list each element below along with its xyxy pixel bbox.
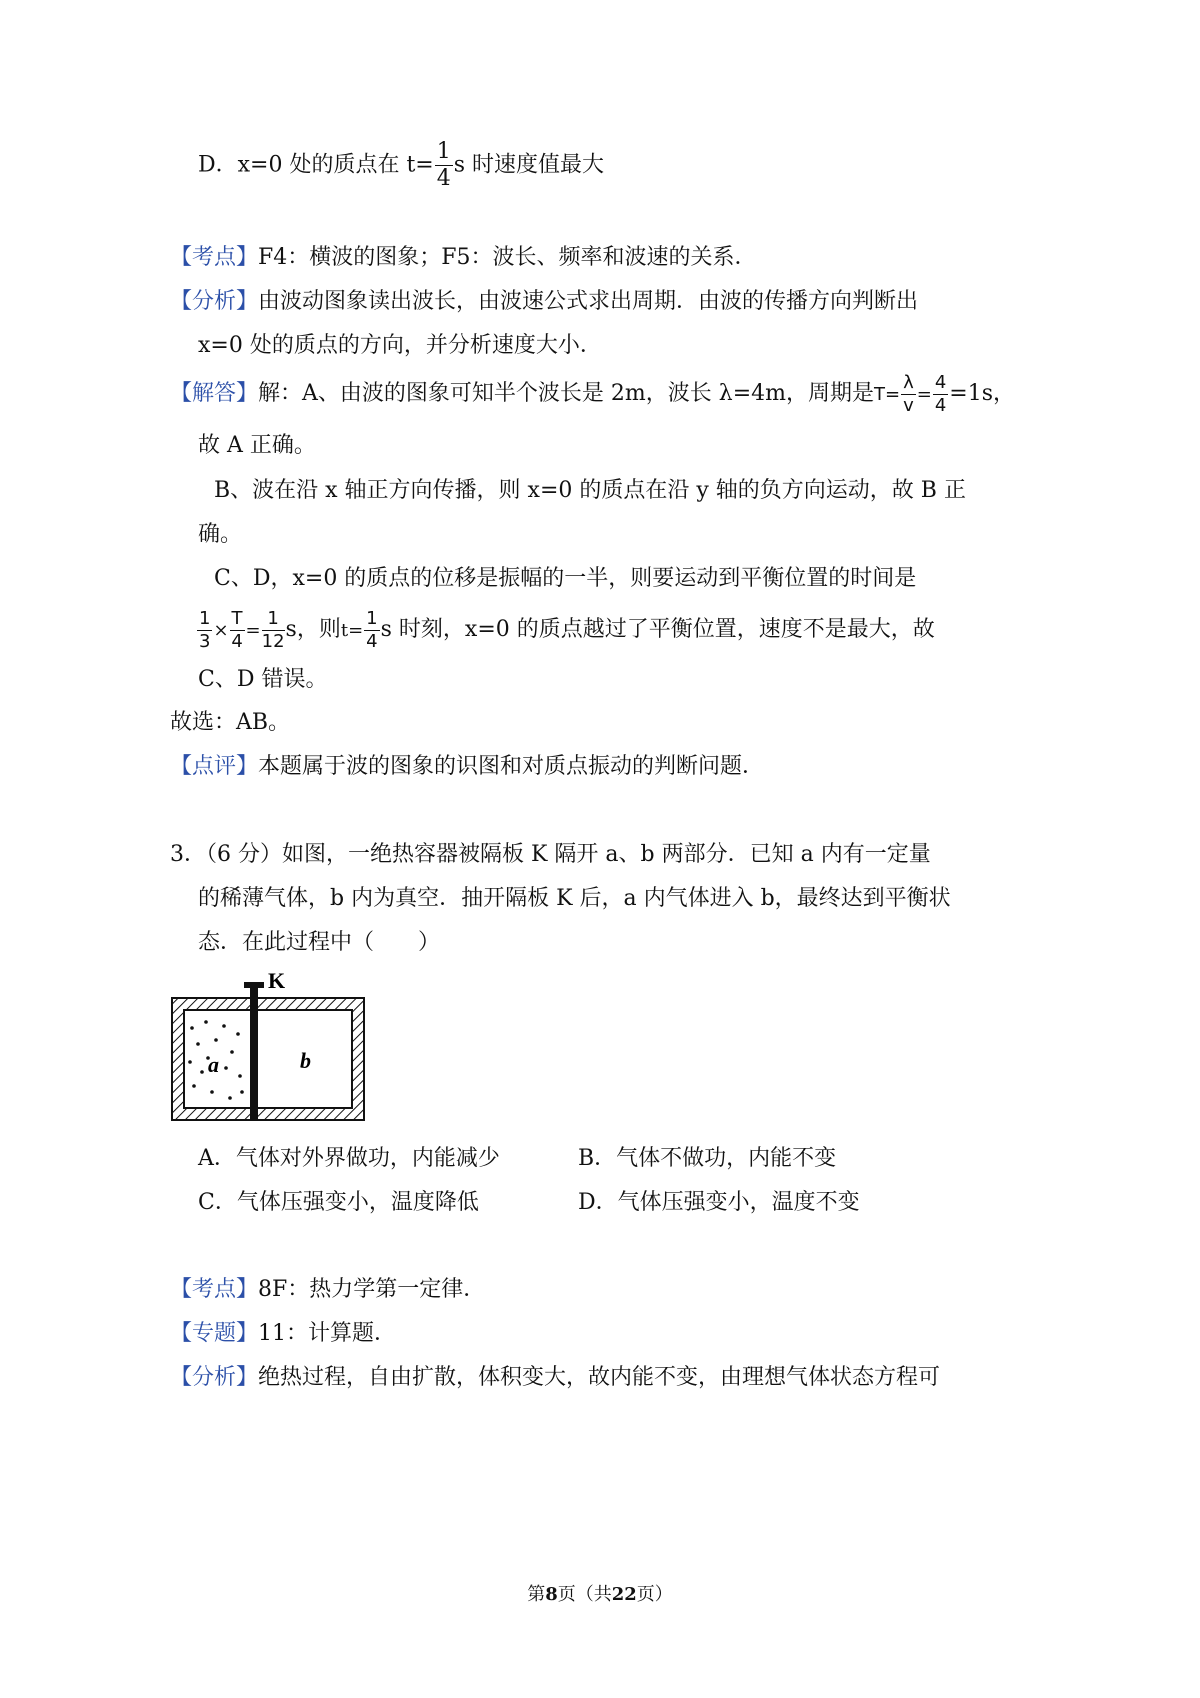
q3-option-d: D．气体压强变小，温度不变 (578, 1190, 860, 1215)
q2-jieda-line3: B、波在沿 x 轴正方向传播，则 x=0 的质点在沿 y 轴的负方向运动，故 B 正 (214, 478, 966, 503)
page-footer: 第8页（共22页） (527, 1584, 673, 1605)
jieda-text-1: 解：A、由波的图象可知半个波长是 2m，波长 λ=4m，周期是 (258, 381, 874, 406)
q3-option-b: B．气体不做功，内能不变 (578, 1146, 837, 1171)
dianping-tag: 【点评】 (170, 754, 259, 779)
fenxi-tag: 【分析】 (170, 289, 259, 314)
dianping-text: 本题属于波的图象的识图和对质点振动的判断问题． (258, 754, 765, 779)
period-T-eq: T= (874, 384, 901, 405)
label-b: b (300, 1048, 311, 1073)
q2-option-d (198, 141, 604, 190)
q3-stem-line3: 态．在此过程中（ ） (198, 930, 441, 955)
q2-option-d-suffix: s 时速度值最大 (453, 152, 605, 178)
q2-fenxi-line1 (170, 287, 918, 317)
partition-handle (244, 982, 264, 988)
q2-answer: 故选：AB。 (170, 710, 291, 735)
q2-jieda-line2: 故 A 正确。 (198, 433, 316, 458)
fraction-lambda-over-v: $\frac{\lambda}{v}$ (903, 371, 914, 416)
q2-jieda-line4: 确。 (198, 522, 243, 547)
q2-jieda-line7: C、D 错误。 (198, 667, 328, 692)
q3-fenxi: 【分析】绝热过程，自由扩散，体积变大，故内能不变，由理想气体状态方程可 (170, 1365, 941, 1390)
q2-jieda-line1: 【解答】解：A、由波的图象可知半个波长是 2m，波长 λ=4m，周期是T= $\frac{\lambda}{v}$ = $\frac{4}{4}$ =1s， (170, 371, 1016, 416)
q3-option-c: C．气体压强变小，温度降低 (198, 1190, 479, 1215)
label-k: K (268, 968, 286, 993)
q3-zhuanti: 【专题】11：计算题． (170, 1321, 397, 1346)
fraction-four-over-four: $\frac{4}{4}$ (934, 371, 947, 416)
fraction-T-over-4: $\frac{T}{4}$ (231, 607, 243, 652)
kaodian-text: F4：横波的图象；F5：波长、频率和波速的关系． (258, 245, 757, 270)
q3-kaodian-tag: 【考点】 (170, 1277, 259, 1302)
fenxi-text-1: 由波动图象读出波长，由波速公式求出周期．由波的传播方向判断出 (258, 289, 919, 314)
q2-option-d-label: D．x=0 处的质点在 t= (198, 152, 434, 178)
q3-stem-line1: 3．（6 分）如图，一绝热容器被隔板 K 隔开 a、b 两部分．已知 a 内有一定量 (170, 842, 931, 867)
fraction-one-quarter-t: $\frac{1}{4}$ (366, 607, 378, 652)
total-pages: 22 (611, 1584, 637, 1605)
q2-jieda-line6: $\frac{1}{3}$ × $\frac{T}{4}$ = $\frac{1}{12}$ s，则t= $\frac{1}{4}$ s 时刻，x=0 的质点越过了平衡位置，速度不是最大，故 (199, 607, 935, 652)
q2-jieda-line5: C、D，x=0 的质点的位移是振幅的一半，则要运动到平衡位置的时间是 (214, 566, 917, 591)
partition-k (250, 986, 258, 1120)
q3-kaodian: 【考点】8F：热力学第一定律． (170, 1277, 486, 1302)
q2-dianping (170, 752, 764, 782)
q3-fenxi-tag: 【分析】 (170, 1365, 259, 1390)
fraction-one-quarter: $\frac{1}{4}$ (436, 139, 451, 191)
q2-kaodian (170, 243, 757, 273)
q3-stem-line2: 的稀薄气体，b 内为真空．抽开隔板 K 后，a 内气体进入 b，最终达到平衡状 (198, 886, 951, 911)
q2-fenxi-line2: x=0 处的质点的方向，并分析速度大小． (198, 333, 602, 358)
q3-zhuanti-tag: 【专题】 (170, 1321, 259, 1346)
fraction-one-twelfth: $\frac{1}{12}$ (261, 607, 285, 652)
label-a: a (208, 1052, 219, 1077)
jieda-tag: 【解答】 (170, 381, 259, 406)
fraction-one-third: $\frac{1}{3}$ (199, 607, 211, 652)
q3-option-a: A．气体对外界做功，内能减少 (198, 1146, 500, 1171)
container-figure (168, 968, 378, 1124)
page-number: 8 (545, 1584, 558, 1605)
kaodian-tag: 【考点】 (170, 245, 259, 270)
